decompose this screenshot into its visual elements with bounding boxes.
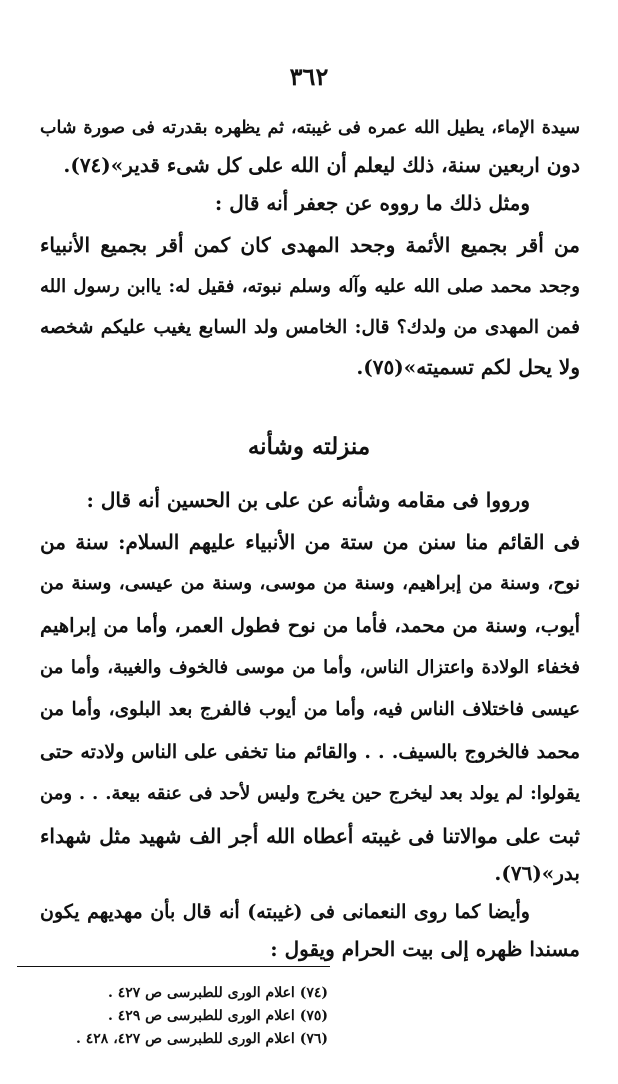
footnote: (٧٥) اعلام الورى للطبرسى ص ٤٢٩ .	[107, 1008, 328, 1024]
paragraph-intro: ومثل ذلك ما رووه عن جعفر أنه قال :	[214, 191, 530, 215]
text-line: ولا يحل لكم تسميته»(٧٥).	[356, 355, 580, 379]
text-line: فمن المهدى من ولدك؟ قال: الخامس ولد السابع يغيب عليكم شخصه	[40, 317, 580, 338]
text-line: يقولوا: لم يولد بعد ليخرج حين يخرج وليس لأحد فى عنقه بيعة. . . ومن	[40, 783, 580, 804]
text-line: من أقر بجميع الأئمة وجحد المهدى كان كمن أقر بجميع الأنبياء	[40, 233, 580, 257]
page-number: ٣٦٢	[289, 62, 329, 91]
text-line: سيدة الإماء، يطيل الله عمره فى غيبته، ثم يظهره بقدرته فى صورة شاب	[40, 118, 580, 138]
text-line: دون اربعين سنة، ذلك ليعلم أن الله على كل شىء قدير»(٧٤).	[63, 153, 580, 177]
text-line: نوح، وسنة من إبراهيم، وسنة من موسى، وسنة من عيسى، وسنة من	[40, 573, 580, 594]
footnote: (٧٦) اعلام الورى للطبرسى ص ٤٢٧، ٤٢٨ .	[76, 1031, 328, 1047]
text-line: بدر»(٧٦).	[494, 861, 580, 885]
text-line: وأيضا كما روى النعمانى فى (غيبته) أنه قال بأن مهديهم يكون	[40, 901, 530, 923]
footnote-divider	[17, 966, 330, 967]
section-heading: منزلته وشأنه	[247, 433, 371, 460]
paragraph-intro: ورووا فى مقامه وشأنه عن على بن الحسين أنه قال :	[86, 488, 530, 512]
text-line: فخفاء الولادة واعتزال الناس، وأما من موسى فالخوف والغيبة، وأما من	[40, 657, 580, 678]
text-line: وجحد محمد صلى الله عليه وآله وسلم نبوته، فقيل له: ياابن رسول الله	[40, 276, 580, 297]
text-line: ثبت على موالاتنا فى غيبته أعطاه الله أجر الف شهيد مثل شهداء	[40, 824, 580, 848]
text-line: أيوب، وسنة من محمد، فأما من نوح فطول العمر، وأما من إبراهيم	[40, 614, 580, 637]
footnote: (٧٤) اعلام الورى للطبرسى ص ٤٢٧ .	[107, 985, 328, 1001]
text-line: مسندا ظهره إلى بيت الحرام ويقول :	[270, 937, 580, 961]
text-line: محمد فالخروج بالسيف. . . والقائم منا تخفى على الناس ولادته حتى	[40, 741, 580, 763]
text-line: فى القائم منا سنن من ستة من الأنبياء عليهم السلام: سنة من	[40, 530, 580, 554]
text-line: عيسى فاختلاف الناس فيه، وأما من أيوب فالفرج بعد البلوى، وأما من	[40, 699, 580, 720]
